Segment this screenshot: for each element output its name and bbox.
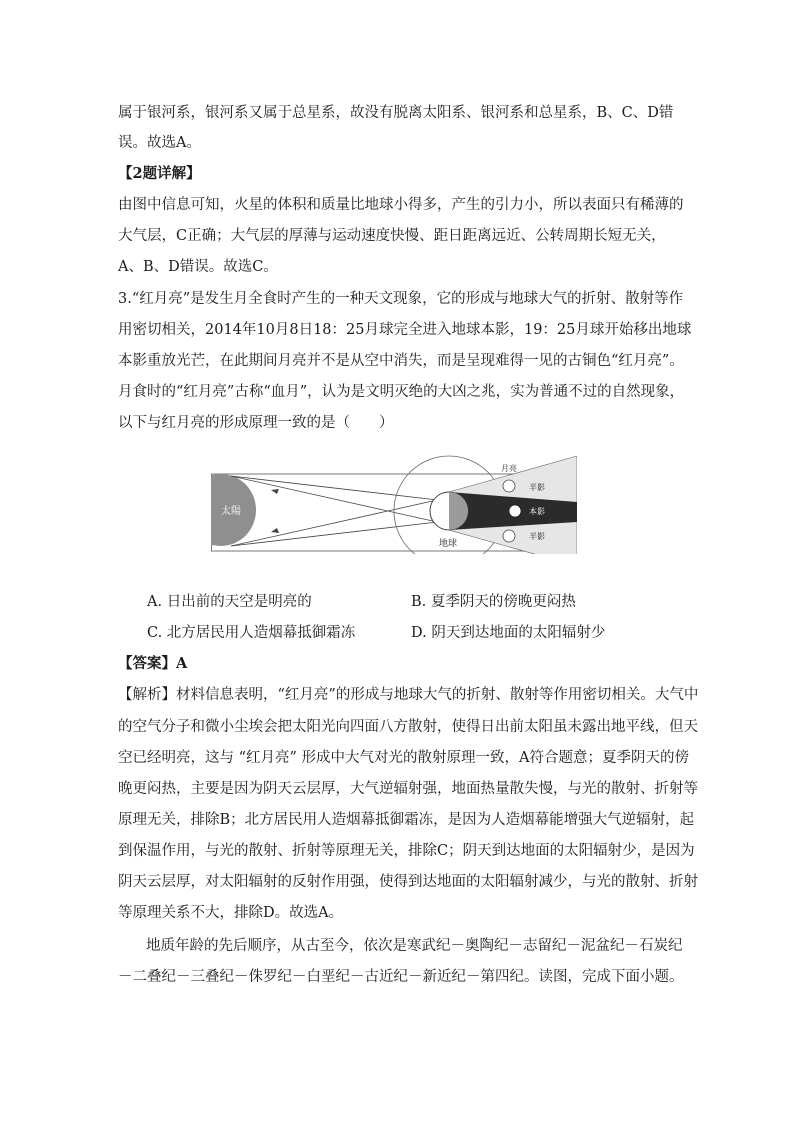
section-heading: 【2题详解】	[118, 165, 201, 182]
ray	[231, 476, 446, 501]
question-text: 本影重放光芒，在此期间月亮并不是从空中消失，而是呈现难得一见的古铜色“红月亮”。	[118, 353, 684, 369]
question-text: 3.“红月亮”是发生月全食时产生的一种天文现象，它的形成与地球大气的折射、散射等作	[118, 291, 684, 307]
question-text: 月食时的“红月亮”古称“血月”，认为是文明灭绝的大凶之兆，实为普通不过的自然现象，	[118, 384, 685, 400]
option-c: C. 北方居民用人造烟幕抵御霜冻	[147, 625, 356, 641]
analysis-line: 空已经明亮，这与 “红月亮” 形成中大气对光的散射原理一致，A符合题意；夏季阴天的傍	[118, 750, 690, 766]
earth-label: 地球	[439, 539, 458, 549]
moon-label: 月亮	[501, 464, 517, 473]
option-a: A. 日出前的天空是明亮的	[147, 594, 312, 610]
moon-lower	[503, 530, 515, 542]
text-line: 大气层，C正确；大气层的厚薄与运动速度快慢、距日距离远近、公转周期长短无关，	[118, 228, 666, 244]
analysis-line: 的空气分子和微小尘埃会把太阳光向四面八方散射，使得日出前太阳虽未露出地平线，但天	[118, 719, 698, 735]
analysis-line: 等原理关系不大，排除D。故选A。	[118, 905, 344, 921]
question-text: 用密切相关，2014年10月8日18：25月球完全进入地球本影，19：25月球开始移出地球	[118, 322, 692, 338]
penumbra-label-bottom: 半影	[529, 532, 545, 541]
analysis-line: 【解析】材料信息表明，“红月亮”的形成与地球大气的折射、散射等作用密切相关。大气中	[118, 687, 699, 703]
ray	[231, 521, 446, 546]
eclipse-svg	[211, 454, 577, 554]
answer-label: 【答案】A	[118, 655, 188, 672]
ray	[231, 476, 446, 524]
moon-umbra	[509, 505, 521, 517]
text-line: 误。故选A。	[118, 135, 201, 151]
question-text: 以下与红月亮的形成原理一致的是（ ）	[118, 415, 394, 431]
penumbra-label-top: 半影	[529, 483, 545, 492]
option-d: D. 阴天到达地面的太阳辐射少	[411, 625, 606, 641]
umbra-label: 本影	[529, 507, 545, 516]
analysis-line: 阴天云层厚，对太阳辐射的反射作用强，使得到达地面的太阳辐射减少，与光的散射、折射	[118, 874, 698, 890]
moon-upper	[503, 480, 515, 492]
intro-line: 地质年龄的先后顺序，从古至今，依次是寒武纪－奥陶纪－志留纪－泥盆纪－石炭纪	[146, 938, 683, 954]
ray	[231, 498, 446, 546]
text-line: 由图中信息可知，火星的体积和质量比地球小得多，产生的引力小，所以表面只有稀薄的	[118, 197, 684, 213]
sun-label: 太陽	[221, 506, 241, 517]
option-b: B. 夏季阴天的傍晚更闷热	[411, 594, 576, 610]
analysis-line: 晚更闷热，主要是因为阴天云层厚，大气逆辐射强，地面热量散失慢，与光的散射、折射等	[118, 781, 698, 797]
text-line: 属于银河系，银河系又属于总星系，故没有脱离太阳系、银河系和总星系，B、C、D错	[118, 105, 674, 121]
text-line: A、B、D错误。故选C。	[118, 259, 278, 275]
analysis-line: 原理无关，排除B；北方居民用人造烟幕抵御霜冻，是因为人造烟幕能增强大气逆辐射，起	[118, 812, 695, 828]
analysis-line: 到保温作用，与光的散射、折射等原理无关，排除C；阴天到达地面的太阳辐射少，是因为	[118, 843, 695, 859]
intro-line: －二叠纪－三叠纪－侏罗纪－白垩纪－古近纪－新近纪－第四纪。读图，完成下面小题。	[118, 969, 684, 985]
lunar-eclipse-diagram	[211, 454, 577, 554]
